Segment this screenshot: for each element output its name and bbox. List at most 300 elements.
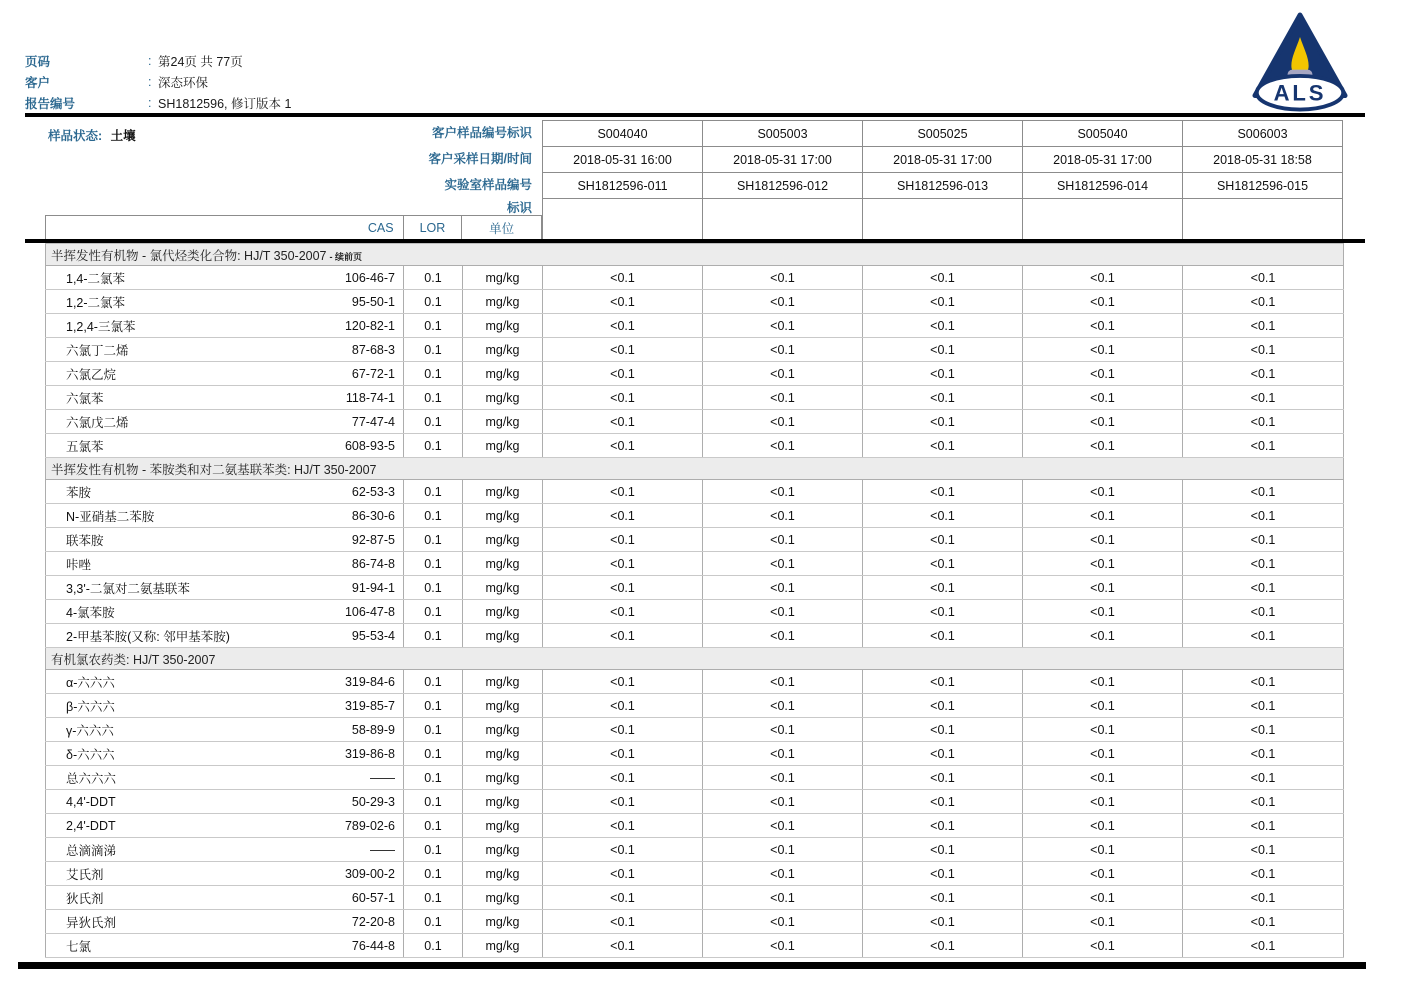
sampling-datetime: 2018-05-31 17:00 [1023, 146, 1182, 172]
sample-column [542, 120, 702, 240]
lor-value: 0.1 [404, 504, 463, 528]
result-value: <0.1 [1023, 528, 1183, 552]
lor-value: 0.1 [404, 934, 463, 958]
lor-value: 0.1 [404, 290, 463, 314]
lor-value: 0.1 [404, 886, 463, 910]
cas-number: 120-82-1 [344, 318, 395, 333]
result-value: <0.1 [1023, 886, 1183, 910]
analyte-name-cas-cell [46, 434, 404, 458]
result-value: <0.1 [703, 386, 863, 410]
analyte-name: α-六六六 [66, 675, 115, 690]
cas-number: 92-87-5 [351, 532, 395, 547]
result-value: <0.1 [703, 766, 863, 790]
analyte-row [46, 600, 1344, 624]
result-value: <0.1 [703, 434, 863, 458]
analyte-name-cas-cell [46, 600, 404, 624]
result-value: <0.1 [703, 838, 863, 862]
analyte-name-cas-cell [46, 766, 404, 790]
unit-value: mg/kg [463, 528, 543, 552]
unit-value: mg/kg [463, 742, 543, 766]
result-value: <0.1 [543, 742, 703, 766]
analyte-name-cas-cell [46, 910, 404, 934]
result-value: <0.1 [1183, 790, 1344, 814]
analyte-name: 咔唑 [66, 557, 92, 572]
analyte-row [46, 386, 1344, 410]
unit-value: mg/kg [463, 362, 543, 386]
label-lab-sample-id: 实验室样品编号 [444, 178, 532, 192]
client-sample-id: S006003 [1183, 120, 1342, 146]
result-value: <0.1 [703, 910, 863, 934]
result-value: <0.1 [1183, 886, 1344, 910]
unit-value: mg/kg [463, 314, 543, 338]
analyte-row [46, 742, 1344, 766]
result-value: <0.1 [543, 718, 703, 742]
result-value: <0.1 [863, 290, 1023, 314]
lor-value: 0.1 [404, 552, 463, 576]
lab-sample-id: SH1812596-012 [703, 172, 862, 198]
result-value: <0.1 [863, 434, 1023, 458]
result-value: <0.1 [1023, 480, 1183, 504]
analyte-name-cas-cell [46, 576, 404, 600]
analyte-name: 六氯戊二烯 [66, 415, 129, 430]
analyte-name-cas-cell [46, 528, 404, 552]
result-value: <0.1 [543, 410, 703, 434]
client-sample-id: S004040 [543, 120, 702, 146]
unit-value: mg/kg [463, 480, 543, 504]
unit-value: mg/kg [463, 862, 543, 886]
cas-number: 86-30-6 [351, 508, 395, 523]
analyte-row [46, 886, 1344, 910]
sample-column [702, 120, 862, 240]
result-value: <0.1 [1183, 338, 1344, 362]
analyte-row [46, 862, 1344, 886]
lor-value: 0.1 [404, 434, 463, 458]
analyte-row [46, 790, 1344, 814]
result-value: <0.1 [863, 504, 1023, 528]
sampling-datetime: 2018-05-31 18:58 [1183, 146, 1342, 172]
result-value: <0.1 [1023, 718, 1183, 742]
result-value: <0.1 [1183, 434, 1344, 458]
result-value: <0.1 [1183, 266, 1344, 290]
analyte-name-cas-cell [46, 694, 404, 718]
result-value: <0.1 [543, 576, 703, 600]
field-value: 第24页 共 77页 [158, 54, 243, 69]
result-value: <0.1 [1023, 410, 1183, 434]
lor-value: 0.1 [404, 480, 463, 504]
result-value: <0.1 [1023, 670, 1183, 694]
analyte-name: N-亚硝基二苯胺 [66, 509, 155, 524]
lor-value: 0.1 [404, 410, 463, 434]
result-value: <0.1 [703, 814, 863, 838]
client-sample-id: S005040 [1023, 120, 1182, 146]
result-value: <0.1 [703, 886, 863, 910]
unit-value: mg/kg [463, 386, 543, 410]
result-value: <0.1 [543, 838, 703, 862]
field-colon: : [148, 53, 152, 68]
lab-sample-id: SH1812596-013 [863, 172, 1022, 198]
result-value: <0.1 [1183, 362, 1344, 386]
result-value: <0.1 [863, 552, 1023, 576]
analyte-name: 2,4'-DDT [66, 818, 116, 833]
field-label: 客户 [25, 75, 51, 90]
result-value: <0.1 [543, 600, 703, 624]
lor-value: 0.1 [404, 362, 463, 386]
lab-sample-id: SH1812596-014 [1023, 172, 1182, 198]
sample-column [862, 120, 1022, 240]
result-value: <0.1 [703, 480, 863, 504]
result-value: <0.1 [1183, 910, 1344, 934]
result-value: <0.1 [863, 742, 1023, 766]
label-client-sample-id: 客户样品编号标识 [431, 126, 532, 140]
sample-status-label: 样品状态: [48, 129, 103, 143]
section-header-row [46, 648, 1344, 670]
unit-value: mg/kg [463, 694, 543, 718]
result-value: <0.1 [1183, 552, 1344, 576]
analyte-row [46, 718, 1344, 742]
cas-number: 118-74-1 [345, 390, 395, 405]
als-logo-graphic [1252, 12, 1348, 112]
analyte-name: 总滴滴涕 [66, 843, 117, 858]
analyte-name: 总六六六 [66, 771, 117, 786]
unit-value: mg/kg [463, 266, 543, 290]
result-value: <0.1 [1183, 624, 1344, 648]
analyte-row [46, 552, 1344, 576]
cas-number: 309-00-2 [344, 866, 395, 881]
unit-value: mg/kg [463, 624, 543, 648]
field-value: 深态环保 [158, 75, 209, 90]
analyte-row [46, 838, 1344, 862]
result-value: <0.1 [1023, 934, 1183, 958]
mark-cell [1183, 198, 1342, 240]
lor-value: 0.1 [404, 718, 463, 742]
result-value: <0.1 [863, 694, 1023, 718]
analyte-name-cas-cell [46, 552, 404, 576]
analyte-name-cas-cell [46, 410, 404, 434]
analyte-name: 艾氏剂 [66, 867, 104, 882]
cas-number: 106-46-7 [344, 270, 395, 285]
sampling-datetime: 2018-05-31 17:00 [863, 146, 1022, 172]
result-value: <0.1 [543, 552, 703, 576]
cas-number: 76-44-8 [351, 938, 395, 953]
result-value: <0.1 [703, 670, 863, 694]
cas-number: 60-57-1 [351, 890, 395, 905]
sample-row-labels [45, 120, 532, 218]
cas-number: 77-47-4 [351, 414, 395, 429]
analyte-name: 五氯苯 [66, 439, 104, 454]
unit-value: mg/kg [463, 410, 543, 434]
result-value: <0.1 [1183, 528, 1344, 552]
cas-number: 62-53-3 [351, 484, 395, 499]
result-value: <0.1 [703, 862, 863, 886]
result-value: <0.1 [543, 862, 703, 886]
analyte-name: 4,4'-DDT [66, 794, 116, 809]
analyte-name: 1,2,4-三氯苯 [66, 319, 136, 334]
result-value: <0.1 [1183, 814, 1344, 838]
result-value: <0.1 [543, 362, 703, 386]
analyte-row [46, 814, 1344, 838]
result-value: <0.1 [703, 504, 863, 528]
result-value: <0.1 [863, 480, 1023, 504]
analyte-name: 联苯胺 [66, 533, 104, 548]
result-value: <0.1 [703, 528, 863, 552]
result-value: <0.1 [543, 504, 703, 528]
cas-number: 50-29-3 [351, 794, 395, 809]
analyte-name: δ-六六六 [66, 747, 115, 762]
field-value: SH1812596, 修订版本 1 [158, 96, 292, 111]
sample-column [1022, 120, 1182, 240]
result-value: <0.1 [1183, 934, 1344, 958]
cas-number: —— [370, 770, 395, 785]
header-divider-rule [25, 113, 1365, 117]
client-sample-id: S005025 [863, 120, 1022, 146]
result-value: <0.1 [543, 338, 703, 362]
result-value: <0.1 [543, 266, 703, 290]
result-value: <0.1 [863, 862, 1023, 886]
client-sample-id: S005003 [703, 120, 862, 146]
result-value: <0.1 [1023, 504, 1183, 528]
analyte-name: γ-六六六 [66, 723, 114, 738]
result-value: <0.1 [1183, 766, 1344, 790]
result-value: <0.1 [1183, 838, 1344, 862]
lor-value: 0.1 [404, 266, 463, 290]
result-value: <0.1 [863, 886, 1023, 910]
analyte-name-cas-cell [46, 862, 404, 886]
result-value: <0.1 [703, 576, 863, 600]
cas-number: —— [370, 842, 395, 857]
lab-sample-id: SH1812596-015 [1183, 172, 1342, 198]
result-value: <0.1 [863, 790, 1023, 814]
result-value: <0.1 [543, 480, 703, 504]
result-value: <0.1 [703, 718, 863, 742]
result-value: <0.1 [1023, 266, 1183, 290]
analyte-name: 狄氏剂 [66, 891, 104, 906]
analyte-row [46, 314, 1344, 338]
result-value: <0.1 [863, 338, 1023, 362]
lor-value: 0.1 [404, 766, 463, 790]
analyte-name: 4-氯苯胺 [66, 605, 115, 620]
result-value: <0.1 [703, 362, 863, 386]
result-value: <0.1 [863, 814, 1023, 838]
analyte-row [46, 434, 1344, 458]
section-title: 半挥发性有机物 - 苯胺类和对二氨基联苯类: HJ/T 350-2007 [46, 458, 1344, 480]
cas-number: 67-72-1 [351, 366, 395, 381]
result-value: <0.1 [543, 528, 703, 552]
cas-number: 319-86-8 [344, 746, 395, 761]
cas-number: 86-74-8 [351, 556, 395, 571]
result-value: <0.1 [543, 670, 703, 694]
result-value: <0.1 [703, 314, 863, 338]
unit-value: mg/kg [463, 814, 543, 838]
cas-number: 95-50-1 [351, 294, 395, 309]
section-header-row [46, 244, 1344, 266]
analyte-name-cas-cell [46, 504, 404, 528]
cas-number: 91-94-1 [351, 580, 395, 595]
lor-value: 0.1 [404, 910, 463, 934]
analyte-name: 1,4-二氯苯 [66, 271, 126, 286]
result-value: <0.1 [863, 934, 1023, 958]
column-header-cas: CAS [367, 221, 394, 235]
unit-value: mg/kg [463, 718, 543, 742]
result-value: <0.1 [543, 766, 703, 790]
result-value: <0.1 [543, 694, 703, 718]
lor-value: 0.1 [404, 314, 463, 338]
sample-header-grid [542, 120, 1343, 240]
result-value: <0.1 [1023, 338, 1183, 362]
analyte-row [46, 338, 1344, 362]
results-table [45, 243, 1344, 958]
analyte-name-cas-cell [46, 790, 404, 814]
result-value: <0.1 [1183, 290, 1344, 314]
section-title: 半挥发性有机物 - 氯代烃类化合物: HJ/T 350-2007 - 续前页 [46, 244, 1344, 266]
result-value: <0.1 [863, 576, 1023, 600]
analyte-row [46, 910, 1344, 934]
result-value: <0.1 [1183, 314, 1344, 338]
analyte-row [46, 576, 1344, 600]
analyte-row [46, 410, 1344, 434]
analyte-name: β-六六六 [66, 699, 115, 714]
analyte-row [46, 480, 1344, 504]
result-value: <0.1 [1023, 600, 1183, 624]
analyte-name-cas-cell [46, 338, 404, 362]
result-value: <0.1 [1023, 838, 1183, 862]
result-value: <0.1 [1023, 386, 1183, 410]
analyte-name-cas-cell [46, 670, 404, 694]
cas-number: 58-89-9 [351, 722, 395, 737]
analyte-name-cas-cell [46, 814, 404, 838]
result-value: <0.1 [863, 910, 1023, 934]
lor-value: 0.1 [404, 742, 463, 766]
unit-value: mg/kg [463, 886, 543, 910]
sampling-datetime: 2018-05-31 16:00 [543, 146, 702, 172]
analyte-name: 异狄氏剂 [66, 915, 117, 930]
analyte-row [46, 934, 1344, 958]
analyte-name-cas-cell [46, 624, 404, 648]
result-value: <0.1 [863, 386, 1023, 410]
analyte-row [46, 528, 1344, 552]
unit-value: mg/kg [463, 338, 543, 362]
result-value: <0.1 [703, 934, 863, 958]
column-header-unit: 单位 [461, 216, 541, 240]
result-value: <0.1 [1023, 742, 1183, 766]
analyte-name-cas-cell [46, 718, 404, 742]
analyte-row [46, 290, 1344, 314]
header-field-client [25, 71, 291, 92]
result-value: <0.1 [703, 694, 863, 718]
lor-value: 0.1 [404, 576, 463, 600]
result-value: <0.1 [1183, 576, 1344, 600]
section-title-suffix: - 续前页 [329, 251, 363, 262]
analyte-name: 2-甲基苯胺(又称: 邻甲基苯胺) [66, 629, 230, 644]
unit-value: mg/kg [463, 434, 543, 458]
analyte-name-cas-cell [46, 480, 404, 504]
result-value: <0.1 [543, 314, 703, 338]
analyte-name-cas-cell [46, 362, 404, 386]
analyte-name-cas-cell [46, 886, 404, 910]
lor-value: 0.1 [404, 624, 463, 648]
analyte-name-cas-cell [46, 742, 404, 766]
analyte-row [46, 362, 1344, 386]
section-title: 有机氯农药类: HJ/T 350-2007 [46, 648, 1344, 670]
result-value: <0.1 [863, 838, 1023, 862]
unit-value: mg/kg [463, 838, 543, 862]
analyte-name-cas-cell [46, 386, 404, 410]
result-value: <0.1 [1023, 576, 1183, 600]
sampling-datetime: 2018-05-31 17:00 [703, 146, 862, 172]
analyte-row [46, 504, 1344, 528]
unit-value: mg/kg [463, 934, 543, 958]
cas-number: 87-68-3 [351, 342, 395, 357]
label-sampling-datetime: 客户采样日期/时间 [428, 152, 532, 166]
lor-value: 0.1 [404, 862, 463, 886]
analyte-row [46, 766, 1344, 790]
field-colon: : [148, 74, 152, 89]
result-value: <0.1 [543, 290, 703, 314]
result-value: <0.1 [543, 814, 703, 838]
result-value: <0.1 [1183, 742, 1344, 766]
result-value: <0.1 [1183, 410, 1344, 434]
unit-value: mg/kg [463, 766, 543, 790]
analyte-name: 苯胺 [66, 485, 92, 500]
mark-cell [863, 198, 1022, 240]
result-value: <0.1 [703, 552, 863, 576]
cas-number: 95-53-4 [351, 628, 395, 643]
sample-column [1182, 120, 1343, 240]
result-value: <0.1 [1023, 814, 1183, 838]
mark-cell [543, 198, 702, 240]
result-value: <0.1 [1183, 504, 1344, 528]
cas-number: 608-93-5 [344, 438, 395, 453]
result-value: <0.1 [863, 362, 1023, 386]
result-value: <0.1 [1023, 362, 1183, 386]
result-value: <0.1 [1023, 290, 1183, 314]
analyte-name-cas-cell [46, 290, 404, 314]
analyte-name-cas-cell [46, 934, 404, 958]
analyte-row [46, 670, 1344, 694]
result-value: <0.1 [703, 290, 863, 314]
lor-value: 0.1 [404, 694, 463, 718]
unit-value: mg/kg [463, 600, 543, 624]
result-value: <0.1 [543, 434, 703, 458]
result-value: <0.1 [1183, 718, 1344, 742]
result-value: <0.1 [863, 766, 1023, 790]
result-value: <0.1 [703, 266, 863, 290]
cas-number: 72-20-8 [351, 914, 395, 929]
logo-text: ALS [1273, 80, 1327, 106]
section-header-row [46, 458, 1344, 480]
result-value: <0.1 [863, 266, 1023, 290]
als-logo [1252, 12, 1348, 112]
mark-cell [1023, 198, 1182, 240]
analyte-name-cas-cell [46, 838, 404, 862]
table-column-headers [45, 215, 542, 240]
result-value: <0.1 [1023, 862, 1183, 886]
lor-value: 0.1 [404, 600, 463, 624]
analyte-name: 1,2-二氯苯 [66, 295, 126, 310]
result-value: <0.1 [703, 410, 863, 434]
analyte-name: 3,3'-二氯对二氨基联苯 [66, 581, 190, 596]
result-value: <0.1 [1023, 766, 1183, 790]
analyte-name-cas-cell [46, 266, 404, 290]
unit-value: mg/kg [463, 670, 543, 694]
analyte-name: 六氯丁二烯 [66, 343, 129, 358]
result-value: <0.1 [703, 338, 863, 362]
result-value: <0.1 [1183, 386, 1344, 410]
cas-number: 106-47-8 [344, 604, 395, 619]
result-value: <0.1 [863, 624, 1023, 648]
result-value: <0.1 [1023, 624, 1183, 648]
analyte-name: 六氯苯 [66, 391, 104, 406]
unit-value: mg/kg [463, 552, 543, 576]
